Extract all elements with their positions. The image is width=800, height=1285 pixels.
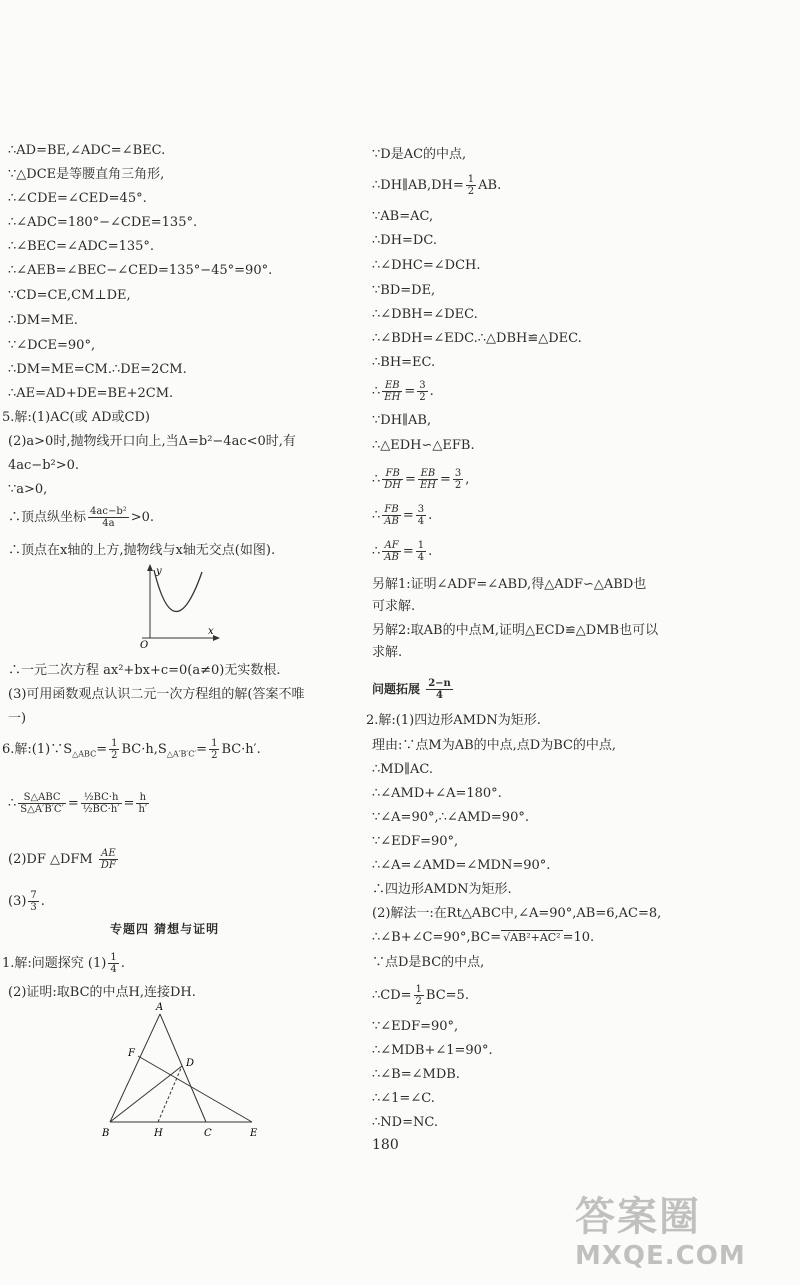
text-line: (3)可用函数观点认识二元一次方程组的解(答案不唯 xyxy=(8,687,305,702)
page-number: 180 xyxy=(372,1137,399,1153)
text-line: ∴顶点在x轴的上方,抛物线与x轴无交点(如图). xyxy=(8,543,276,558)
text-line: ∴BH=EC. xyxy=(372,355,436,370)
text-line: ∴∠B+∠C=90°,BC= √AB²+AC² =10. xyxy=(372,930,595,945)
fraction: $\frac{3}{2}$ xyxy=(454,468,462,491)
text-line: ∴DM=ME. xyxy=(8,313,78,328)
fraction: $\frac{1}{2}$ xyxy=(111,738,118,761)
text-line: ∴△EDH∽△EFB. xyxy=(372,438,475,453)
problem-5-header: 5.解:(1)AC(或 AD或CD) xyxy=(2,410,150,425)
text-line: 4ac−b²>0. xyxy=(8,458,80,473)
text-line: ∴∠MDB+∠1=90°. xyxy=(372,1043,493,1058)
text-line: ∵∠DCE=90°, xyxy=(8,338,96,353)
text-line: (2)a>0时,抛物线开口向上,当Δ=b²−4ac<0时,有 xyxy=(8,434,296,449)
text-line: (2)解法一:在Rt△ABC中,∠A=90°,AB=6,AC=8, xyxy=(372,906,662,921)
ratio-line: ∴ $\frac{\text{S△ABC}}{S\triangle A'B'C'}$ = $\frac{\text{½BC·h}}{\text{½BC·h′}}$ = $\frac{h}{h'}$ xyxy=(8,792,148,815)
text-line: ∴DH=DC. xyxy=(372,233,437,248)
text-line: ∵∠A=90°,∴∠AMD=90°. xyxy=(372,810,529,825)
text-line: ∵点D是BC的中点, xyxy=(372,955,485,970)
text-line: (2)DF △DFM $\frac{AE}{DF}$ xyxy=(8,848,116,871)
fraction: $\frac{EB}{EH}$ xyxy=(419,468,436,491)
text-line: 理由:∵点M为AB的中点,点D为BC的中点, xyxy=(372,738,617,753)
fraction: $\frac{\text{S△ABC}}{S\triangle A'B'C'}$ xyxy=(20,792,64,815)
text-line: 求解. xyxy=(372,645,403,660)
graph-label-o: O xyxy=(140,640,149,650)
text-line: ∵BD=DE, xyxy=(372,283,436,298)
watermark-logo: 答案圈 xyxy=(575,1193,701,1240)
text-line: ∴ $\frac{FB}{DH}$ = $\frac{EB}{EH}$ = $\frac{3}{2}$ , xyxy=(372,468,470,491)
fraction: $\frac{EB}{EH}$ xyxy=(384,380,401,403)
fraction: $\frac{1}{2}$ xyxy=(467,174,475,197)
text-line: ∵∠EDF=90°, xyxy=(372,1019,459,1034)
text-line: ∴∠A=∠AMD=∠MDN=90°. xyxy=(372,858,551,873)
triangle-label-b: B xyxy=(102,1128,110,1139)
text-line: ∴ND=NC. xyxy=(372,1115,438,1130)
text-line: ∵AB=AC, xyxy=(372,209,434,224)
text-line: ∴∠AMD+∠A=180°. xyxy=(372,786,502,801)
text-line: ∴一元二次方程 ax²+bx+c=0(a≠0)无实数根. xyxy=(8,663,281,678)
fraction: $\frac{1}{4}$ xyxy=(417,540,425,563)
text-line: ∴AD=BE,∠ADC=∠BEC. xyxy=(8,143,166,158)
fraction: $\frac{1}{2}$ xyxy=(211,738,218,761)
graph-label-y: y xyxy=(156,566,162,577)
text-line: 另解1:证明∠ADF=∠ABD,得△ADF∽△ABD也 xyxy=(372,577,647,592)
watermark-url: MXQE.COM xyxy=(575,1241,746,1271)
fraction: $\frac{3}{4}$ xyxy=(417,504,425,527)
text-line: ∴∠BDH=∠EDC.∴△DBH≌△DEC. xyxy=(372,331,582,346)
fraction: $\frac{FB}{DH}$ xyxy=(384,468,402,491)
text-line: ∴DH∥AB,DH= $\frac{1}{2}$ AB. xyxy=(372,174,502,197)
text-line: ∵D是AC的中点, xyxy=(372,147,467,162)
problem-extension: 问题拓展 $\frac{2-n}{4}$ xyxy=(372,678,451,701)
problem-1-header: 1.解:问题探究 (1) $\frac{1}{4}$ . xyxy=(2,952,125,975)
sqrt-expression: √AB²+AC² xyxy=(503,931,561,944)
text-line: ∴∠BEC=∠ADC=135°. xyxy=(8,239,155,254)
fraction: $\frac{7}{3}$ xyxy=(30,890,37,913)
text-line: 另解2:取AB的中点M,证明△ECD≌△DMB也可以 xyxy=(372,623,659,638)
text-line: ∴AE=AD+DE=BE+2CM. xyxy=(8,386,174,401)
triangle-label-f: F xyxy=(128,1048,135,1059)
text-line: ∴ $\frac{AF}{AB}$ = $\frac{1}{4}$ . xyxy=(372,540,433,563)
text-line: 一) xyxy=(8,711,27,726)
text-line: ∴ $\frac{EB}{EH}$ = $\frac{3}{2}$ . xyxy=(372,380,434,403)
fraction: $\frac{\text{4ac−b²}}{4a}$ xyxy=(90,506,127,529)
text-line: ∴∠DHC=∠DCH. xyxy=(372,258,481,273)
text-line: ∴∠B=∠MDB. xyxy=(372,1067,460,1082)
text-line: ∵DH∥AB, xyxy=(372,413,432,428)
fraction: $\frac{1}{2}$ xyxy=(415,984,422,1007)
text-line: ∴CD= $\frac{1}{2}$ BC=5. xyxy=(372,984,469,1007)
text-line: ∴∠ADC=180°−∠CDE=135°. xyxy=(8,215,198,230)
parabola-graph xyxy=(136,562,226,650)
fraction: $\frac{FB}{AB}$ xyxy=(384,504,399,527)
fraction: $\frac{3}{2}$ xyxy=(419,380,426,403)
fraction: $\frac{\text{½BC·h}}{\text{½BC·h′}}$ xyxy=(82,792,120,815)
text-line: ∴∠DBH=∠DEC. xyxy=(372,307,478,322)
text-line: ∴∠1=∠C. xyxy=(372,1091,435,1106)
problem-2-header: 2.解:(1)四边形AMDN为矩形. xyxy=(366,713,541,728)
text-line: ∴∠CDE=∠CED=45°. xyxy=(8,191,147,206)
text-line: ∵CD=CE,CM⊥DE, xyxy=(8,288,131,303)
text-line: ∴∠AEB=∠BEC−∠CED=135°−45°=90°. xyxy=(8,263,273,278)
triangle-label-a: A xyxy=(156,1002,164,1013)
section-title: 专题四 猜想与证明 xyxy=(110,922,220,936)
text-line: ∴MD∥AC. xyxy=(372,762,434,777)
text-line: ∴四边形AMDN为矩形. xyxy=(372,882,512,897)
fraction: $\frac{2-n}{4}$ xyxy=(428,678,451,701)
text-line: (3) $\frac{7}{3}$ . xyxy=(8,890,45,913)
watermark xyxy=(575,1185,795,1280)
triangle-label-c: C xyxy=(204,1128,212,1139)
text-line: ∵△DCE是等腰直角三角形, xyxy=(8,167,165,182)
text-line: ∴DM=ME=CM.∴DE=2CM. xyxy=(8,362,187,377)
text-line: (2)证明:取BC的中点H,连接DH. xyxy=(8,985,196,1000)
text-line: ∵a>0, xyxy=(8,482,48,497)
graph-label-x: x xyxy=(208,626,214,637)
problem-6-header: 6.解$:(1)\because S_{\triangle ABC}=$ $\frac{1}{2}$ $BC\cdot h,S_{\triangle A'B'C'}=$ $\frac{1}{2}$ BC·h′. xyxy=(2,738,261,761)
triangle-label-h: H xyxy=(154,1128,163,1139)
fraction: $\frac{1}{4}$ xyxy=(110,952,117,975)
triangle-label-e: E xyxy=(250,1128,258,1139)
fraction: $\frac{AE}{DF}$ xyxy=(100,848,116,871)
text-line: ∵∠EDF=90°, xyxy=(372,834,459,849)
triangle-figure xyxy=(96,1000,266,1142)
text-line: 可求解. xyxy=(372,599,416,614)
text-line: ∴ $\frac{FB}{AB}$ = $\frac{3}{4}$ . xyxy=(372,504,433,527)
fraction: $\frac{AF}{AB}$ xyxy=(384,540,399,563)
triangle-label-d: D xyxy=(186,1058,195,1069)
vertex-line: ∴顶点纵坐标 $\frac{\text{4ac−b²}}{4a}$ >0. xyxy=(8,506,155,529)
fraction: $\frac{h}{h'}$ xyxy=(138,792,148,815)
